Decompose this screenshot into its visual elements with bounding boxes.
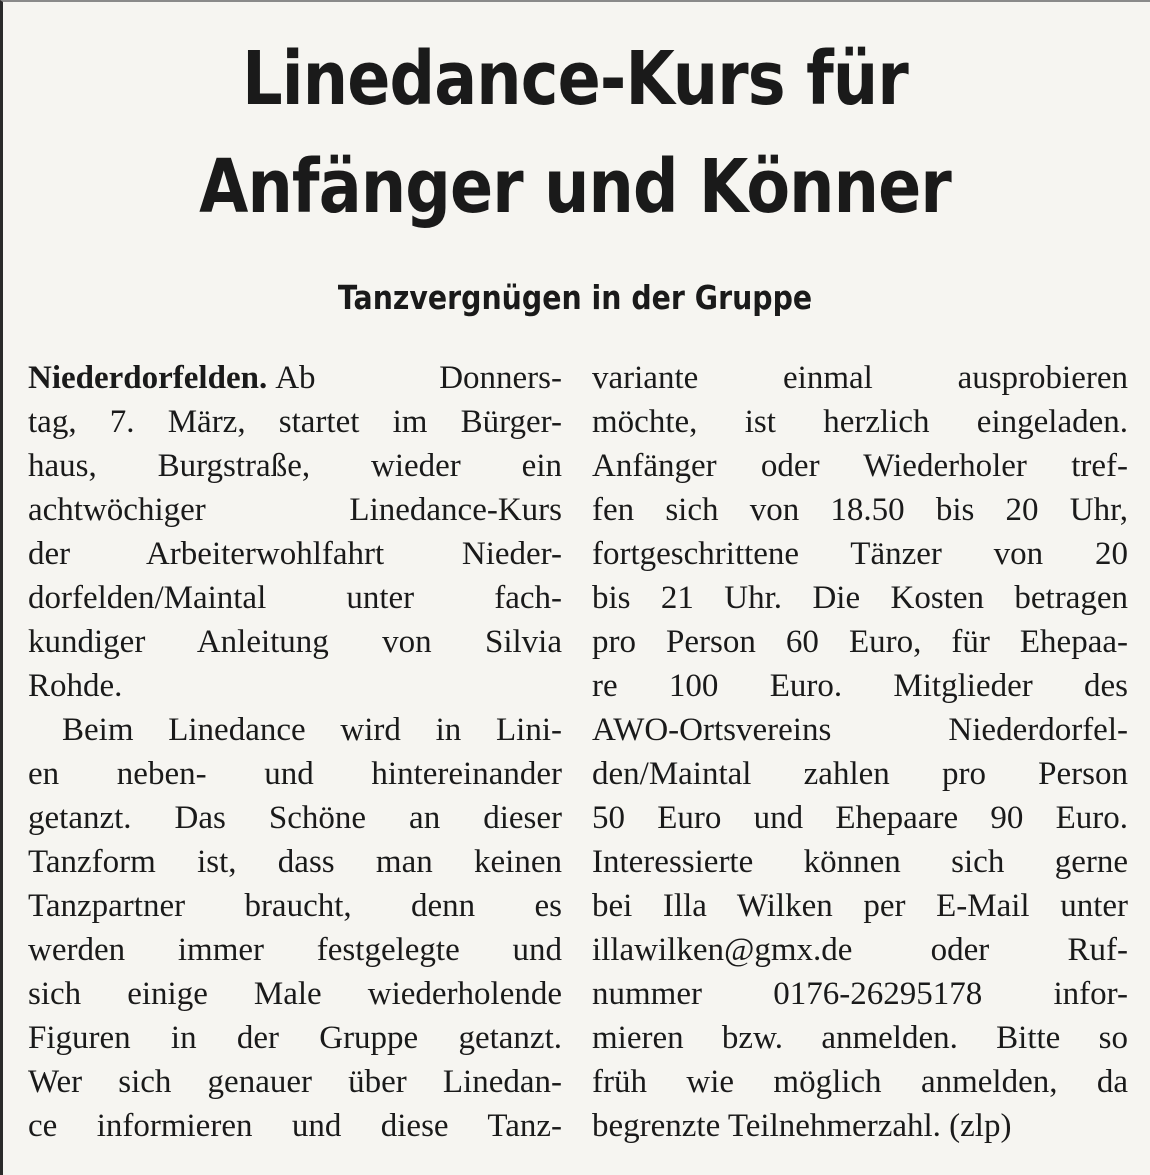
body-line: nummer 0176-26295178 infor- [592, 976, 1128, 1012]
article-headline [81, 36, 1070, 258]
body-line: pro Person 60 Euro, für Ehepaa- [592, 624, 1128, 660]
article-column-left [28, 356, 562, 1148]
body-line: en neben- und hintereinander [28, 756, 562, 792]
body-line: re 100 Euro. Mitglieder des [592, 668, 1128, 704]
body-line: haus, Burgstraße, wieder ein [28, 448, 562, 484]
body-line: variante einmal ausprobieren [592, 360, 1128, 396]
body-line: begrenzte Teilnehmerzahl. (zlp) [592, 1108, 1012, 1144]
body-line: ce informieren und diese Tanz- [28, 1108, 562, 1144]
body-line: mieren bzw. anmelden. Bitte so [592, 1020, 1128, 1056]
body-line: Tanzpartner braucht, denn es [28, 888, 562, 924]
body-line: sich einige Male wiederholende [28, 976, 562, 1012]
body-line: fen sich von 18.50 bis 20 Uhr, [592, 492, 1128, 528]
body-line: AWO-Ortsvereins Niederdorfel- [592, 712, 1128, 748]
body-line: Rohde. [28, 668, 123, 704]
body-line: möchte, ist herzlich eingeladen. [592, 404, 1128, 440]
body-line: kundiger Anleitung von Silvia [28, 624, 562, 660]
body-line: 50 Euro und Ehepaare 90 Euro. [592, 800, 1128, 836]
body-line: werden immer festgelegte und [28, 932, 562, 968]
body-line: achtwöchiger Linedance-Kurs [28, 492, 562, 528]
body-line: Tanzform ist, dass man keinen [28, 844, 562, 880]
body-line: Figuren in der Gruppe getanzt. [28, 1020, 562, 1056]
body-line: Interessierte können sich gerne [592, 844, 1128, 880]
body-line: bis 21 Uhr. Die Kosten betragen [592, 580, 1128, 616]
body-line: getanzt. Das Schöne an dieser [28, 800, 562, 836]
headline-line-1: Linedance-Kurs für [242, 36, 908, 122]
body-line: früh wie möglich anmelden, da [592, 1064, 1128, 1100]
body-line [28, 356, 562, 400]
body-line: Wer sich genauer über Linedan- [28, 1064, 562, 1100]
body-line: fortgeschrittene Tänzer von 20 [592, 536, 1128, 572]
body-line: Beim Linedance wird in Lini- [62, 712, 562, 748]
headline-line-2: Anfänger und Könner [199, 144, 951, 230]
article-column-right [592, 356, 1128, 1148]
body-line: den/Maintal zahlen pro Person [592, 756, 1128, 792]
body-line: illawilken@gmx.de oder Ruf- [592, 932, 1128, 968]
body-line-text: Ab Donners- [275, 360, 562, 396]
body-line: tag, 7. März, startet im Bürger- [28, 404, 562, 440]
body-line: Anfänger oder Wiederholer tref- [592, 448, 1128, 484]
article-dateline: Niederdorfelden. [28, 360, 268, 396]
body-line: bei Illa Wilken per E-Mail unter [592, 888, 1128, 924]
body-line: dorfelden/Maintal unter fach- [28, 580, 562, 616]
body-line: der Arbeiterwohlfahrt Nieder- [28, 536, 562, 572]
article-subheadline: Tanzvergnügen in der Gruppe [337, 278, 813, 317]
